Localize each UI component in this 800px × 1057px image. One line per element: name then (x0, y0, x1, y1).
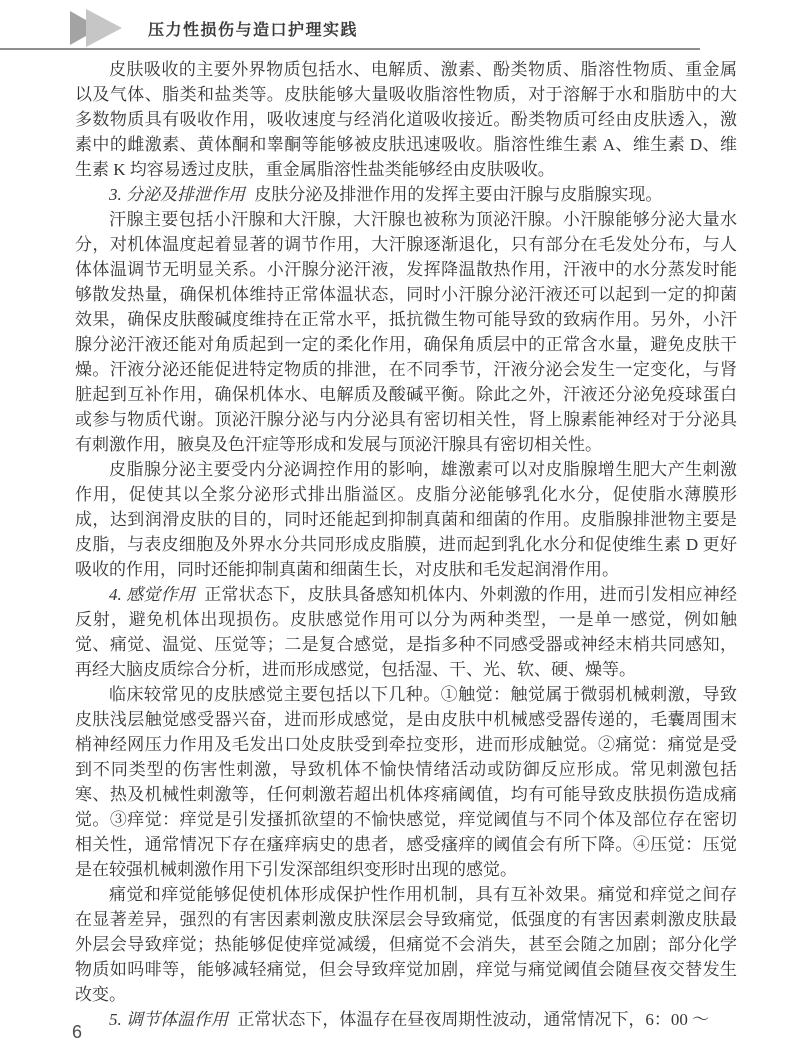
body-paragraph (75, 457, 737, 582)
header-rule (0, 48, 700, 50)
paragraph-text: 临床较常见的皮肤感觉主要包括以下几种。①触觉：触觉属于微弱机械刺激，导致皮肤浅层触觉感受器兴奋，进而形成感觉，是由皮肤中机械感受器传递的，毛囊周围末梢神经网压力作用及毛发出口处皮肤受到牵拉变形，进而形成触觉。②痛觉：痛觉是受到不同类型的伤害性刺激，导致机体不愉快情绪活动或防御反应形成。常见刺激包括寒、热及机械性刺激等，任何刺激若超出机体疼痛阈值，均有可能导致皮肤损伤造成痛觉。③痒觉：痒觉是引发搔抓欲望的不愉快感觉，痒觉阈值与不同个体及部位存在密切相关性，通常情况下存在瘙痒病史的患者，感受瘙痒的阈值会有所下降。④压觉：压觉是在较强机械刺激作用下引发深部组织变形时出现的感觉。 (75, 685, 737, 879)
paragraph-text: 痛觉和痒觉能够促使机体形成保护性作用机制，具有互补效果。痛觉和痒觉之间存在显著差异，强烈的有害因素刺激皮肤深层会导致痛觉，低强度的有害因素刺激皮肤最外层会导致痒觉；热能够促使痒觉减缓，但痛觉不会消失，甚至会随之加剧；部分化学物质如吗啡等，能够减轻痛觉，但会导致痒觉加剧，痒觉与痛觉阈值会随昼夜交替发生改变。 (75, 885, 737, 1004)
paragraph-text: 正常状态下，体温存在昼夜周期性波动，通常情况下，6：00 ～ (237, 1010, 710, 1029)
paragraph-text: 汗腺主要包括小汗腺和大汗腺，大汗腺也被称为顶泌汗腺。小汗腺能够分泌大量水分，对机体温度起着显著的调节作用，大汗腺逐渐退化，只有部分在毛发处分布，与人体体温调节无明显关系。小汗腺分泌汗液，发挥降温散热作用，汗液中的水分蒸发时能够散发热量，确保机体维持正常体温状态，同时小汗腺分泌汗液还可以起到一定的抑菌效果，确保皮肤酸碱度维持在正常水平，抵抗微生物可能导致的致病作用。另外，小汗腺分泌汗液还能对角质起到一定的柔化作用，确保角质层中的正常含水量，避免皮肤干燥。汗液分泌还能促进特定物质的排泄，在不同季节，汗液分泌会发生一定变化，与肾脏起到互补作用，确保机体水、电解质及酸碱平衡。除此之外，汗液还分泌免疫球蛋白或参与物质代谢。顶泌汗腺分泌与内分泌具有密切相关性，肾上腺素能神经对于分泌具有刺激作用，腋臭及色汗症等形成和发展与顶泌汗腺具有密切相关性。 (75, 210, 737, 454)
paragraph-lead: 3. 分泌及排泄作用 (109, 185, 245, 204)
paragraph-text: 皮脂腺分泌主要受内分泌调控作用的影响，雄激素可以对皮脂腺增生肥大产生刺激作用，促使其以全浆分泌形式排出脂溢区。皮脂分泌能够乳化水分，促使脂水薄膜形成，达到润滑皮肤的目的，同时还能起到抑制真菌和细菌的作用。皮脂腺排泄物主要是皮脂，与表皮细胞及外界水分共同形成皮脂膜，进而起到乳化水分和促使维生素 D 更好吸收的作用，同时还能抑制真菌和细菌生长，对皮肤和毛发起润滑作用。 (75, 460, 737, 579)
page-number: 6 (72, 1022, 83, 1042)
double-triangle-logo-icon (70, 9, 132, 47)
page-body-text (75, 57, 737, 1032)
paragraph-text: 皮肤分泌及排泄作用的发挥主要由汗腺与皮脂腺实现。 (254, 185, 663, 204)
body-paragraph (75, 207, 737, 457)
book-title: 压力性损伤与造口护理实践 (148, 21, 359, 39)
body-paragraph (75, 1007, 737, 1032)
paragraph-lead: 4. 感觉作用 (109, 585, 195, 604)
body-paragraph (75, 682, 737, 882)
running-head (70, 8, 358, 48)
paragraph-text: 正常状态下，皮肤具备感知机体内、外刺激的作用，进而引发相应神经反射，避免机体出现损伤。皮肤感觉作用可以分为两种类型，一是单一感觉，例如触觉、痛觉、温觉、压觉等；二是复合感觉，是指多种不同感受器或神经末梢共同感知，再经大脑皮质综合分析，进而形成感觉，包括湿、干、光、软、硬、燥等。 (75, 585, 738, 679)
body-paragraph (75, 882, 737, 1007)
paragraph-lead: 5. 调节体温作用 (109, 1010, 228, 1029)
paragraph-text: 皮肤吸收的主要外界物质包括水、电解质、激素、酚类物质、脂溶性物质、重金属以及气体、脂类和盐类等。皮肤能够大量吸收脂溶性物质，对于溶解于水和脂肪中的大多数物质具有吸收作用，吸收速度与经消化道吸收接近。酚类物质可经由皮肤透入，激素中的雌激素、黄体酮和睾酮等能够被皮肤迅速吸收。脂溶性维生素 A、维生素 D、维生素 K 均容易透过皮肤，重金属脂溶性盐类能够经由皮肤吸收。 (75, 60, 737, 179)
body-paragraph (75, 582, 737, 682)
body-paragraph (75, 182, 737, 207)
body-paragraph (75, 57, 737, 182)
